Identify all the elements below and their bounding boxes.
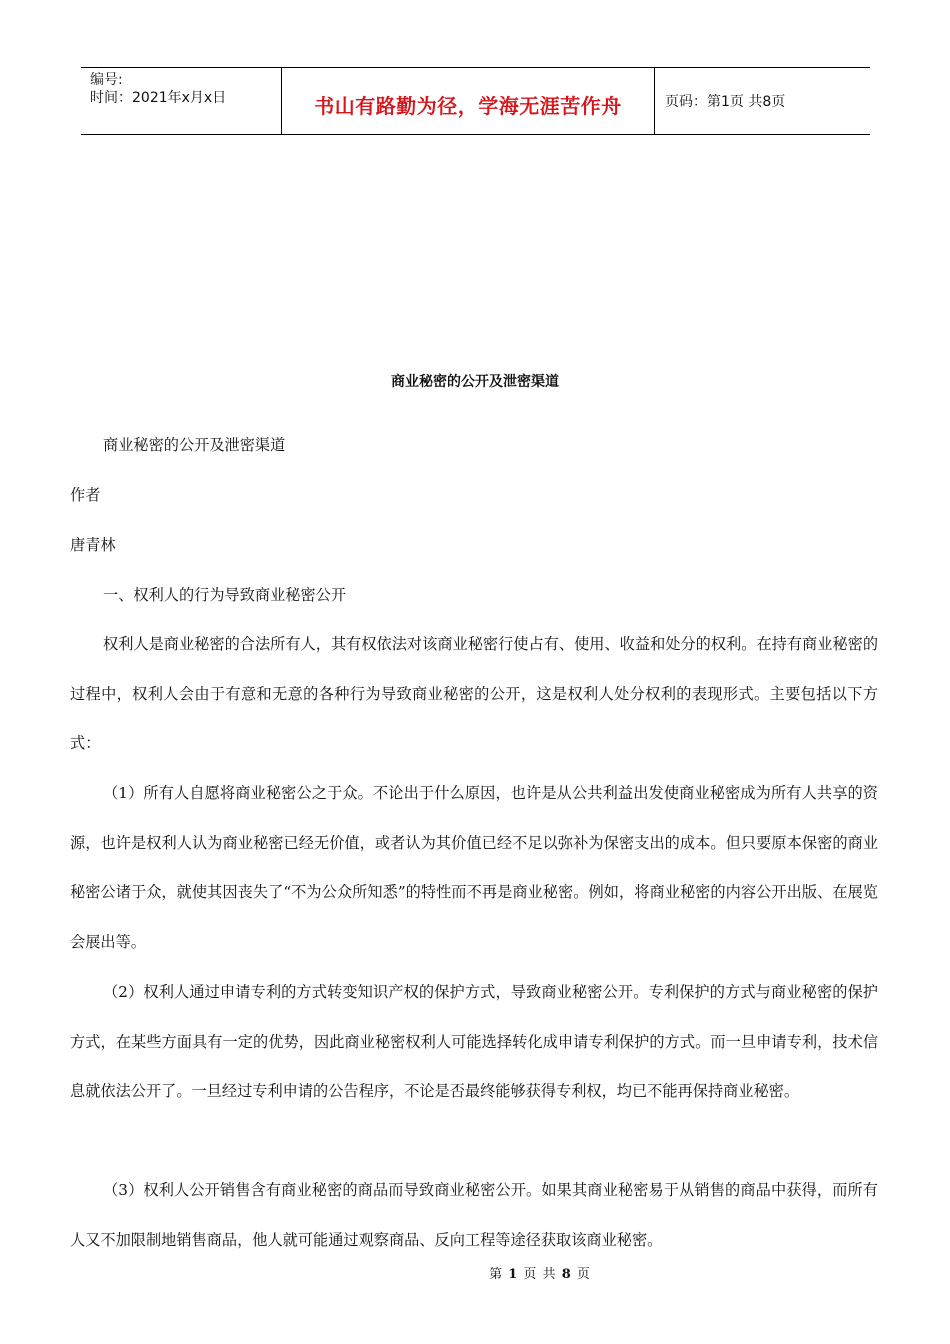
- document-title: 商业秘密的公开及泄密渠道: [391, 374, 559, 390]
- footer-suffix: 页: [576, 1267, 591, 1282]
- body-paragraph: （2）权利人通过申请专利的方式转变知识产权的保护方式，导致商业秘密公开。专利保护的方式与商业秘密的保护方式，在某些方面具有一定的优势，因此商业秘密权利人可能选择转化成申请专利保护的方式。而一旦申请专利，技术信息就依法公开了。一旦经过专利申请的公告程序，不论是否最终能够获得专利权，均已不能再保持商业秘密。: [70, 983, 878, 1101]
- header-motto-cell: [282, 68, 655, 134]
- header-page-cell: [655, 68, 870, 134]
- document-time-label: 时间：2021年x月x日: [90, 90, 227, 106]
- header-motto: 书山有路勤为径，学海无涯苦作舟: [314, 93, 622, 118]
- footer-middle: 页 共: [523, 1267, 557, 1282]
- page-footer: [0, 1263, 950, 1282]
- section-heading: 一、权利人的行为导致商业秘密公开: [103, 586, 346, 604]
- footer-page-number: 1: [508, 1267, 519, 1282]
- document-code-label: 编号:: [90, 72, 123, 88]
- page-header: [81, 67, 870, 135]
- document-subtitle: 商业秘密的公开及泄密渠道: [103, 436, 286, 454]
- header-page-info: 页码：第1页 共8页: [665, 94, 786, 110]
- body-paragraph: 权利人是商业秘密的合法所有人，其有权依法对该商业秘密行使占有、使用、收益和处分的权利。在持有商业秘密的过程中，权利人会由于有意和无意的各种行为导致商业秘密的公开，这是权利人处分权利的表现形式。主要包括以下方式：: [70, 635, 878, 753]
- body-paragraph: （1）所有人自愿将商业秘密公之于众。不论出于什么原因，也许是从公共利益出发使商业秘密成为所有人共享的资源，也许是权利人认为商业秘密已经无价值，或者认为其价值已经不足以弥补为保密支出的成本。但只要原本保密的商业秘密公诸于众，就使其因丧失了“不为公众所知悉”的特性而不再是商业秘密。例如，将商业秘密的内容公开出版、在展览会展出等。: [70, 784, 878, 951]
- author-label: 作者: [70, 486, 101, 504]
- footer-prefix: 第: [489, 1267, 504, 1282]
- body-paragraph: （3）权利人公开销售含有商业秘密的商品而导致商业秘密公开。如果其商业秘密易于从销售的商品中获得，而所有人又不加限制地销售商品，他人就可能通过观察商品、反向工程等途径获取该商业秘密。: [70, 1181, 878, 1249]
- footer-total-pages: 8: [561, 1267, 572, 1282]
- author-name: 唐青林: [70, 536, 116, 554]
- header-meta-cell: [81, 68, 282, 134]
